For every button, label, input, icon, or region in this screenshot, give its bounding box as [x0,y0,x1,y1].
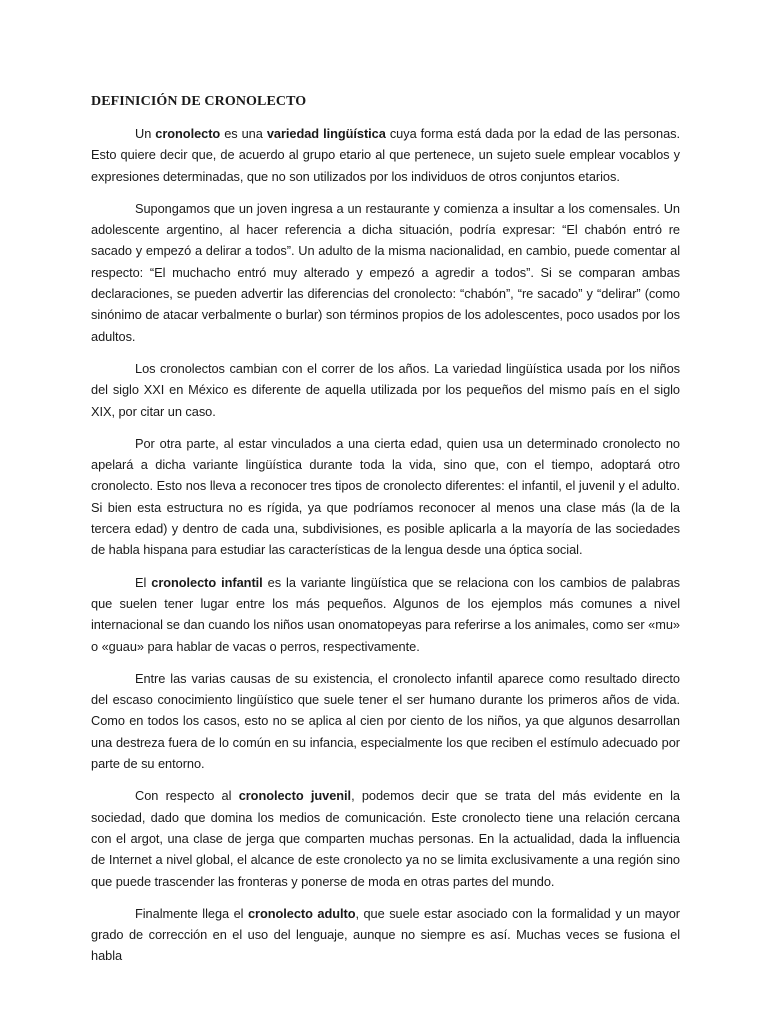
paragraph-text: Finalmente llega el [135,905,248,921]
paragraph [91,358,680,422]
paragraph [91,785,680,891]
bold-term: cronolecto adulto [247,905,356,921]
paragraph-text: Por otra parte, al estar vinculados a una cierta edad, quien usa un determinado cronolecto no apelará a dicha variante lingüística durante toda la vida, sino que, con el tiempo, adoptará otro cronolecto. Esto nos lleva a reconocer tres tipos de cronolecto diferentes: el infantil, el juvenil y el adulto. Si bien esta estructura no es rígida, ya que podríamos reconocer al menos una clase más (la de la tercera edad) y dentro de cada una, subdivisiones, es posible aplicarla a la mayoría de las sociedades de habla hispana para estudiar las características de la lengua desde una óptica social. [91,435,680,558]
paragraph-text: , que suele estar asociado con la formalidad y un mayor grado de corrección en el uso del lenguaje, aunque no siempre es así. Muchas veces se fusiona el habla [91,905,680,964]
paragraph [91,123,680,187]
paragraph [91,668,680,774]
paragraph-text: , podemos decir que se trata del más evidente en la sociedad, dado que domina los medios de comunicación. Este cronolecto tiene una relación cercana con el argot, una clase de jerga que comparten muchas personas. En la actualidad, dada la influencia de Internet a nivel global, el alcance de este cronolecto ya no se limita exclusivamente a una región sino que puede trascender las fronteras y ponerse de moda en otras partes del mundo. [91,788,680,889]
bold-term: cronolecto infantil [151,574,263,590]
paragraph-text: Entre las varias causas de su existencia, el cronolecto infantil aparece como resultado directo del escaso conocimiento lingüístico que suele tener el ser humano durante los primeros años de vida. Como en todos los casos, esto no se aplica al cien por ciento de los niños, ya que algunos desarrollan una destreza fuera de lo común en su infancia, especialmente los que reciben el estímulo adecuado por parte de su entorno. [91,670,680,772]
document-title: DEFINICIÓN DE CRONOLECTO [91,94,307,109]
paragraph [91,903,680,967]
paragraph [91,198,680,347]
paragraph-text: El [135,574,152,590]
paragraph-text: cuya forma está dada por la edad de las personas. Esto quiere decir que, de acuerdo al grupo etario al que pertenece, un sujeto suele emplear vocablos y expresiones determinadas, que no son utilizados por los individuos de otros conjuntos etarios. [91,126,680,184]
bold-term: cronolecto juvenil [238,788,352,804]
document-body [91,123,680,967]
paragraph-text: es la variante lingüística que se relaciona con los cambios de palabras que suelen tener lugar entre los más pequeños. Algunos de los ejemplos más comunes a nivel internacional se dan cuando los niños usan onomatopeyas para referirse a los animales, como ser «mu» o «guau» para hablar de vacas o perros, respectivamente. [91,574,680,654]
paragraph-text: Supongamos que un joven ingresa a un restaurante y comienza a insultar a los comensales. Un adolescente argentino, al hacer referencia a dicha situación, podría expresar: “El chabón entró re sacado y empezó a delirar a todos”. Un adulto de la misma nacionalidad, en cambio, puede comentar al respecto: “El muchacho entró muy alterado y empezó a agredir a todos”. Si se comparan ambas declaraciones, se pueden advertir las diferencias del cronolecto: “chabón”, “re sacado” y “delirar” (como sinónimo de atacar verbalmente o burlar) son términos propios de los adolescentes, poco usados por los adultos. [91,200,680,344]
paragraph-text: Con respecto al [135,788,239,804]
paragraph-text: Un [135,126,156,141]
paragraph-text: Los cronolectos cambian con el correr de los años. La variedad lingüística usada por los niños del siglo XXI en México es diferente de aquella utilizada por los pequeños del mismo país en el siglo XIX, por citar un caso. [91,360,680,419]
bold-term: variedad lingüística [266,126,386,141]
paragraph [91,572,680,657]
bold-term: cronolecto [155,126,221,141]
paragraph-text: es una [220,126,267,141]
paragraph [91,433,680,561]
